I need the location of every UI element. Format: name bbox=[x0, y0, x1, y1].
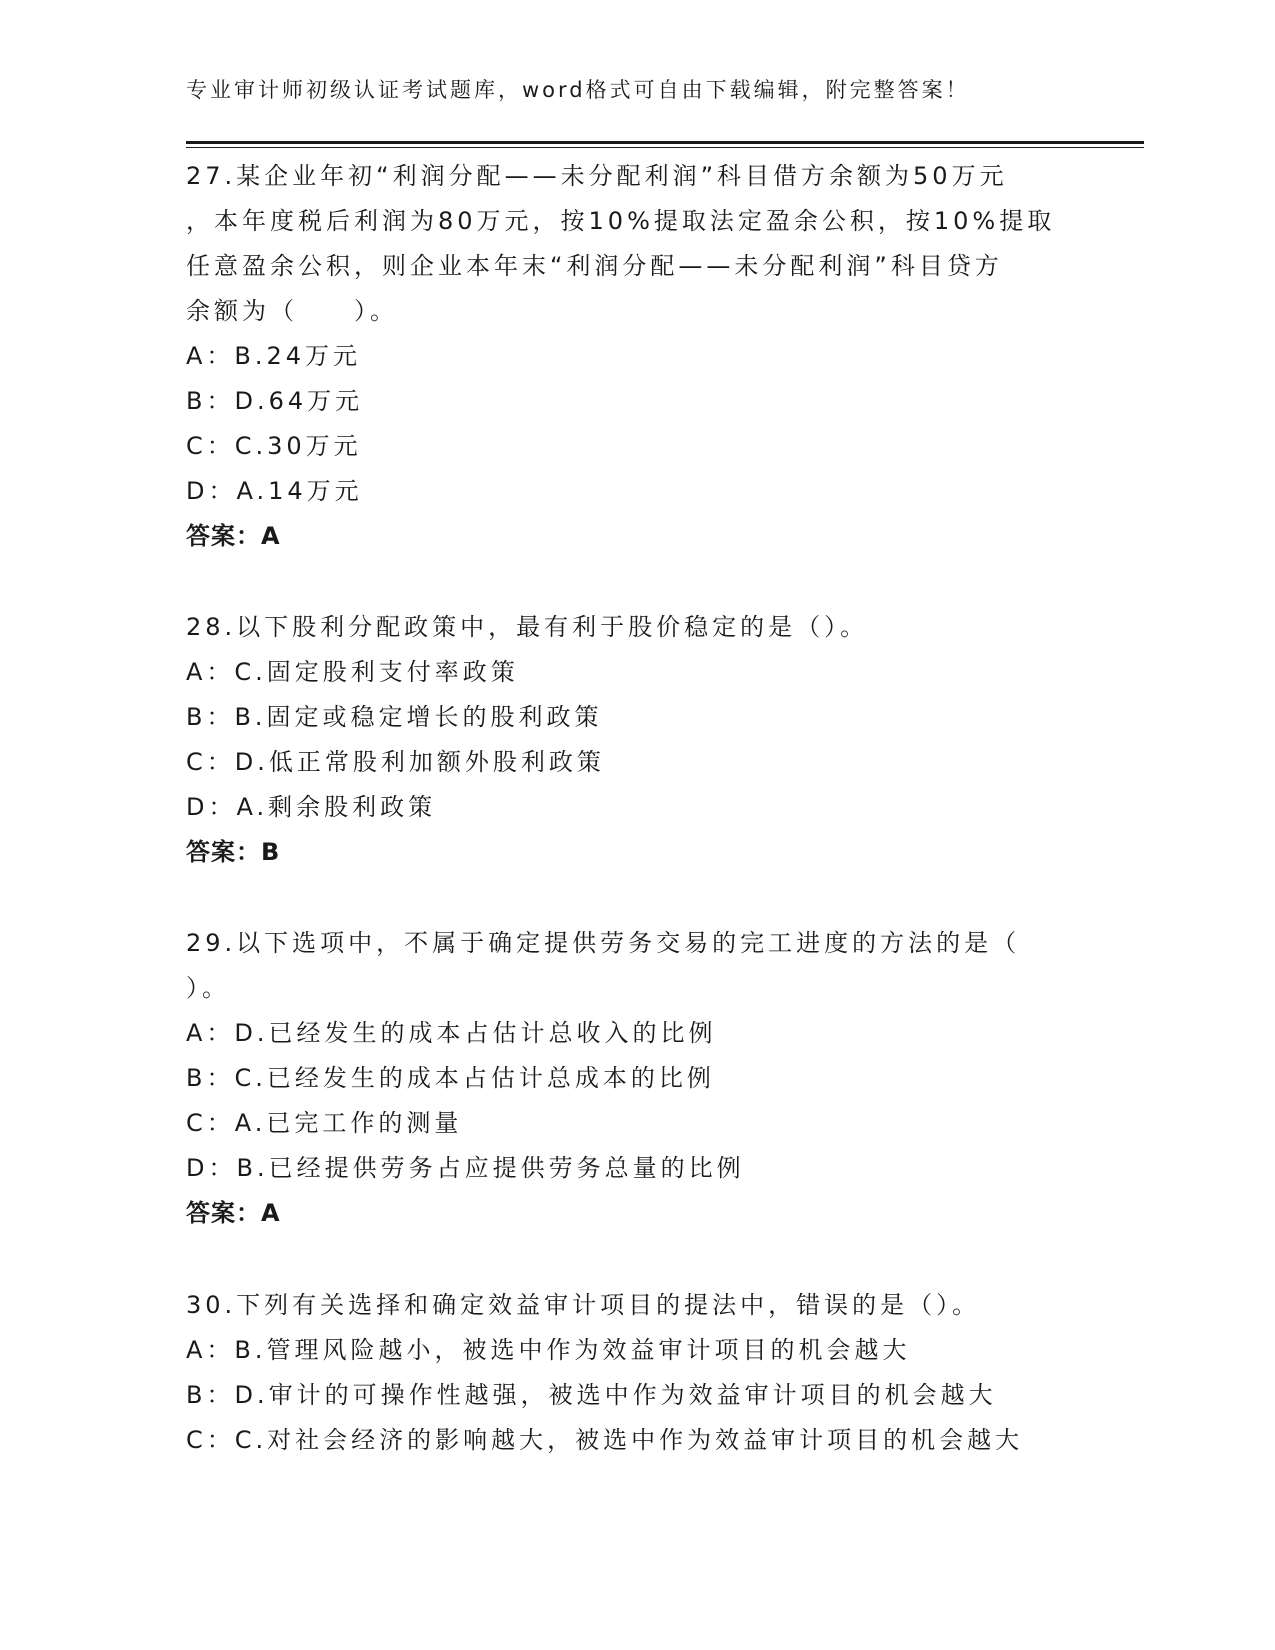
question-text-line: 30.下列有关选择和确定效益审计项目的提法中，错误的是（）。 bbox=[186, 1291, 981, 1319]
question-27-answer: 答案：A bbox=[186, 522, 281, 550]
option-d: D：A.剩余股利政策 bbox=[186, 793, 437, 821]
question-text-line: 余额为（ ）。 bbox=[186, 297, 398, 325]
page-header: 专业审计师初级认证考试题库，word格式可自由下载编辑，附完整答案！ bbox=[186, 78, 970, 102]
question-text-line: 29.以下选项中，不属于确定提供劳务交易的完工进度的方法的是（ bbox=[186, 929, 1021, 957]
option-b: B：D.审计的可操作性越强，被选中作为效益审计项目的机会越大 bbox=[186, 1381, 997, 1409]
option-d: D：A.14万元 bbox=[186, 477, 363, 505]
question-27 bbox=[186, 154, 1066, 559]
question-text-line: 27.某企业年初“利润分配——未分配利润”科目借方余额为50万元 bbox=[186, 162, 1008, 190]
question-text-line: 28.以下股利分配政策中，最有利于股价稳定的是（）。 bbox=[186, 613, 869, 641]
question-27-options bbox=[186, 334, 1066, 514]
question-30-options bbox=[186, 1328, 1066, 1463]
question-27-text bbox=[186, 154, 1066, 334]
question-28-text bbox=[186, 605, 1066, 650]
question-text-line: ，本年度税后利润为80万元，按10%提取法定盈余公积，按10%提取 bbox=[186, 207, 1056, 235]
option-a: A：B.24万元 bbox=[186, 342, 362, 370]
question-28-options bbox=[186, 650, 1066, 830]
option-a: A：B.管理风险越小，被选中作为效益审计项目的机会越大 bbox=[186, 1336, 911, 1364]
header-rule-thin bbox=[186, 147, 1144, 148]
question-28 bbox=[186, 605, 1066, 875]
option-b: B：B.固定或稳定增长的股利政策 bbox=[186, 703, 603, 731]
question-text-line: ）。 bbox=[186, 974, 230, 1002]
option-d: D：B.已经提供劳务占应提供劳务总量的比例 bbox=[186, 1154, 745, 1182]
question-29 bbox=[186, 921, 1066, 1236]
question-29-answer: 答案：A bbox=[186, 1199, 281, 1227]
question-29-options bbox=[186, 1011, 1066, 1191]
option-c: C：D.低正常股利加额外股利政策 bbox=[186, 748, 605, 776]
option-b: B：C.已经发生的成本占估计总成本的比例 bbox=[186, 1064, 715, 1092]
option-b: B：D.64万元 bbox=[186, 387, 364, 415]
question-29-text bbox=[186, 921, 1066, 1011]
option-c: C：C.30万元 bbox=[186, 432, 362, 460]
question-text-line: 任意盈余公积，则企业本年末“利润分配——未分配利润”科目贷方 bbox=[186, 252, 1003, 280]
header-rule-thick bbox=[186, 141, 1144, 144]
question-28-answer: 答案：B bbox=[186, 838, 281, 866]
option-a: A：D.已经发生的成本占估计总收入的比例 bbox=[186, 1019, 717, 1047]
question-30-text bbox=[186, 1283, 1066, 1328]
option-a: A：C.固定股利支付率政策 bbox=[186, 658, 519, 686]
question-30 bbox=[186, 1283, 1066, 1463]
option-c: C：C.对社会经济的影响越大，被选中作为效益审计项目的机会越大 bbox=[186, 1426, 1024, 1454]
option-c: C：A.已完工作的测量 bbox=[186, 1109, 463, 1137]
